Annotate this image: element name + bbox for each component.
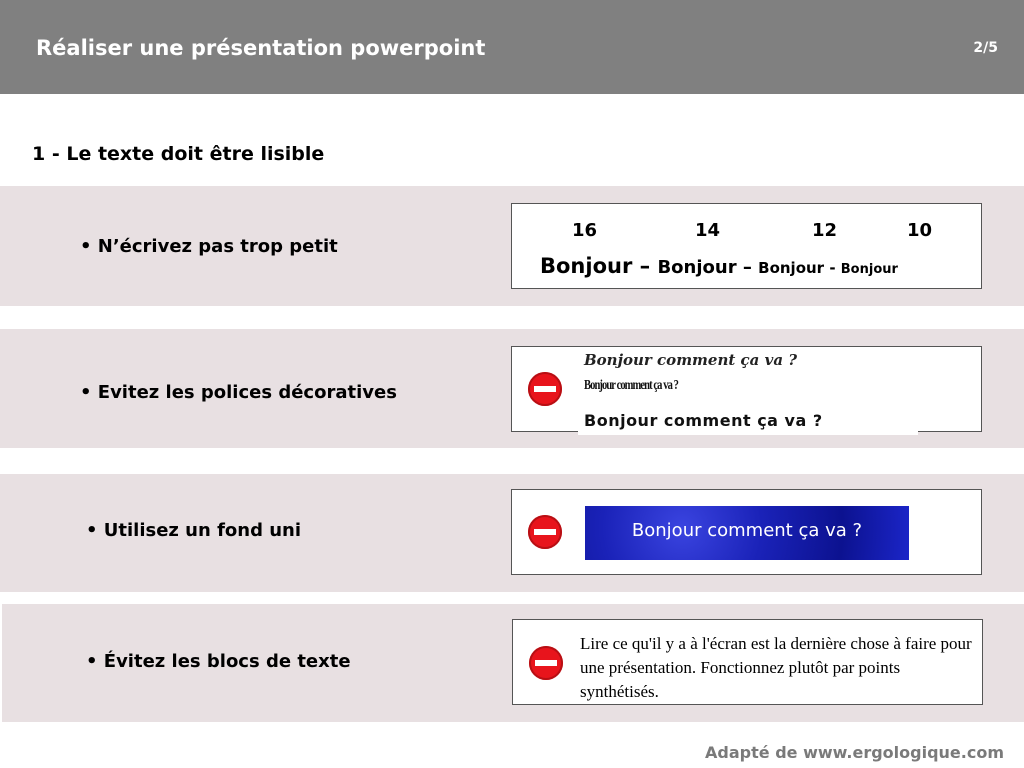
- slide-title: Réaliser une présentation powerpoint: [36, 36, 486, 60]
- section-title: 1 - Le texte doit être lisible: [32, 143, 325, 165]
- size-label-12: 12: [812, 220, 838, 241]
- no-entry-icon: [528, 372, 562, 406]
- decorative-sample-wide: Bonjour comment ça va ?: [578, 407, 918, 435]
- no-entry-icon: [528, 515, 562, 549]
- row-band-text-blocks: [2, 604, 1024, 722]
- sample-size-16: Bonjour: [540, 254, 633, 278]
- row-band-font-size: [0, 186, 1024, 306]
- size-label-16: 16: [572, 220, 598, 241]
- bullet-plain-background: • Utilisez un fond uni: [86, 520, 302, 541]
- row-band-plain-background: [0, 474, 1024, 592]
- size-label-10: 10: [907, 220, 933, 241]
- example-text-block: [512, 619, 983, 705]
- bullet-font-size: • N’écrivez pas trop petit: [80, 236, 338, 257]
- text-block-sample: Lire ce qu'il y a à l'écran est la dernière chose à faire pour une présentation. Fonctionnez plutôt par points synthétisés.: [580, 634, 972, 701]
- sample-size-12: Bonjour: [758, 259, 825, 277]
- example-textured-background: [511, 489, 982, 575]
- example-font-sizes: [511, 203, 982, 289]
- bullet-decorative-fonts: • Evitez les polices décoratives: [80, 382, 397, 403]
- separator: –: [632, 254, 658, 278]
- textured-background-sample: Bonjour comment ça va ?: [585, 506, 909, 560]
- example-decorative-fonts: [511, 346, 982, 432]
- page-number: 2/5: [973, 40, 998, 56]
- size-label-14: 14: [695, 220, 721, 241]
- decorative-sample-condensed: Bonjour comment ça va ?: [584, 378, 679, 393]
- bullet-text-blocks: • Évitez les blocs de texte: [86, 651, 351, 672]
- no-entry-icon: [529, 646, 563, 680]
- header-bar: [0, 0, 1024, 94]
- decorative-sample-italic: Bonjour comment ça va ?: [584, 351, 798, 369]
- sample-size-10: Bonjour: [840, 262, 898, 277]
- footer-credit: Adapté de www.ergologique.com: [705, 743, 1004, 762]
- separator: -: [824, 259, 841, 277]
- separator: –: [736, 257, 759, 278]
- sample-size-14: Bonjour: [657, 257, 737, 278]
- row-band-decorative-fonts: [0, 329, 1024, 448]
- bonjour-sample-line: [540, 254, 898, 278]
